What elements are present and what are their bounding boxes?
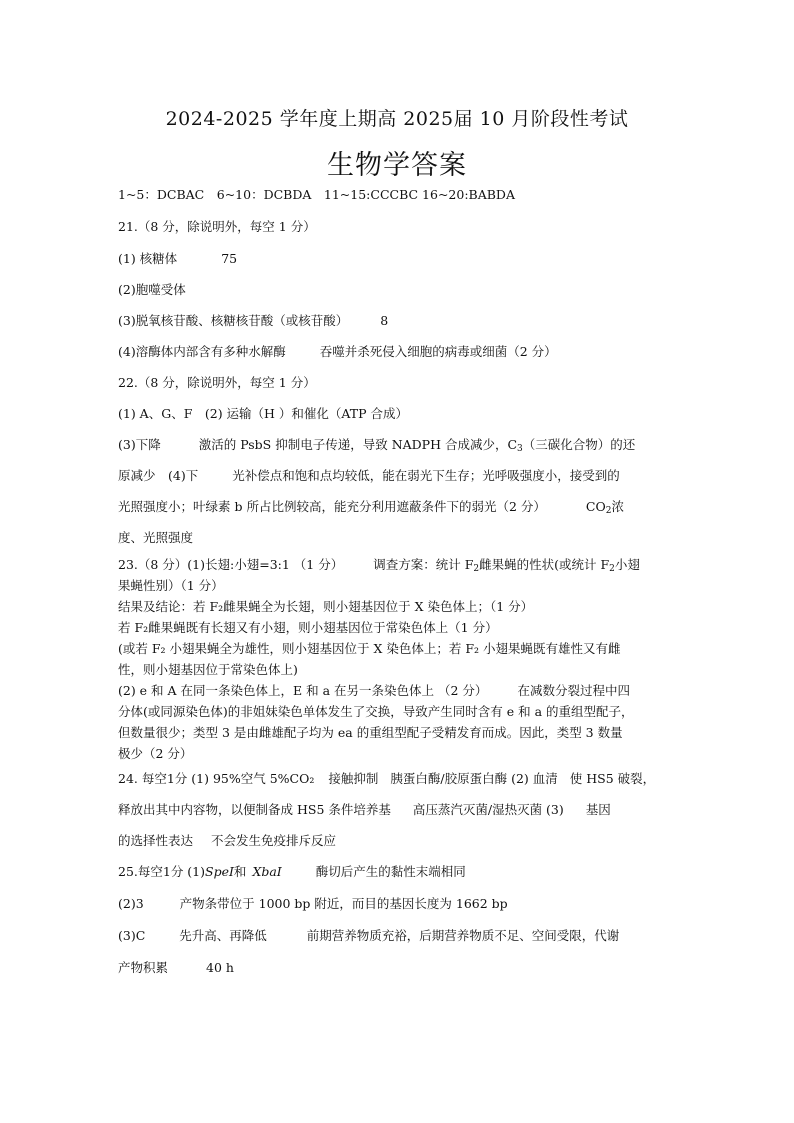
q23-l1-a: 23.（8 分）(1)长翅:小翅=3:1 （1 分） [118,557,344,572]
q22-a3-b: 激活的 PsbS 抑制电子传递，导致 NADPH 合成减少，C [198,437,518,452]
q23-line-8: 分体(或同源染色体)的非姐妹染色单体发生了交换，导致产生同时含有 e 和 a 的重组型配子， [118,704,634,719]
choice-answers: 1~5：DCBAC 6~10：DCBDA 11~15:CCCBC 16~20:BABDA [118,187,515,202]
q25-line-4 [118,960,688,976]
q25-l4-b: 40 h [206,960,234,975]
q22-answer-1: (1) A、G、F (2) 运输（H ）和催化（ATP 合成） [118,406,408,421]
q25-l1-b: 酶切后产生的黏性末端相同 [315,864,466,879]
q25-line-1 [118,864,688,880]
q23-l7-a: (2) e 和 A 在同一条染色体上，E 和 a 在另一条染色体上 （2 分） [118,683,488,698]
q23-l1-mid: 雌果蝇的性状(或统计 F [479,557,610,572]
q22-answer-3 [118,437,688,457]
q25-line-3 [118,928,688,944]
exam-title: 2024-2025 学年度上期高 2025届 10 月阶段性考试 [165,108,629,130]
q25-l3-a: (3)C [118,928,146,943]
q23-line-7 [118,683,688,699]
q24-l2-c: 基因 [585,802,611,817]
q24-l1-b: 接触抑制 [328,771,379,786]
q25-l4-a: 产物积累 [118,960,169,975]
answer-title: 生物学答案 [327,150,467,181]
q23-line-9: 但数量很少；类型 3 是由雌雄配子均为 ea 的重组型配子受精发育而成。因此，类型 3 数量 [118,725,623,740]
q24-l2-b: 高压蒸汽灭菌/湿热灭菌 (3) [412,802,564,817]
q21-a3-text: (3)脱氧核苷酸、核糖核苷酸（或核苷酸） [118,313,349,328]
q23-l1-sub: 2 [473,564,480,574]
q24-line-2 [118,802,688,818]
q23-line-2: 果蝇性别）（1 分） [118,578,224,593]
q25-l1-a: 25.每空1分 (1) [118,864,206,879]
q24-l2-a: 释放出其中内容物，以便制备成 HS5 条件培养基 [118,802,391,817]
q21-a1-value: 75 [221,251,238,266]
q21-a3-value: 8 [380,313,389,328]
q22-line-3 [118,499,688,519]
q21-answer-3 [118,313,688,329]
q23-l1-sub2: 2 [609,564,615,574]
q22-line-4: 度、光照强度 [118,530,194,545]
q25-xbai: XbaI [252,864,282,879]
q22-l2-a: 原减少 (4)下 [118,468,199,483]
q24-line-1 [118,771,688,787]
q25-l3-b: 先升高、再降低 [179,928,267,943]
q25-line-2 [118,896,688,912]
q23-line-6: 性，则小翅基因位于常染色体上) [118,662,298,677]
q24-l3-b: 不会发生免疫排斥反应 [211,833,337,848]
q23-line-10: 极少（2 分） [118,746,193,761]
q24-l1-c: 胰蛋白酶/胶原蛋白酶 (2) 血清 [390,771,558,786]
q22-a3-end: （三碳化合物）的还 [522,437,636,452]
q22-header: 22.（8 分，除说明外，每空 1 分） [118,375,316,390]
q24-line-3 [118,833,688,849]
q23-l1-end: 小翅 [614,557,640,572]
q21-a4-a: (4)溶酶体内部含有多种水解酶 [118,344,286,359]
q24-l3-a: 的选择性表达 [118,833,194,848]
q21-a1-label: (1) 核糖体 [118,251,178,266]
q22-l3-a: 光照强度小；叶绿素 b 所占比例较高，能充分利用遮蔽条件下的弱光（2 分） [118,499,546,514]
q21-header: 21.（8 分，除说明外，每空 1 分） [118,219,316,234]
q22-line-2 [118,468,688,484]
q22-l3-end: 浓 [611,499,624,514]
q23-l1-b: 调查方案：统计 F [373,557,474,572]
q23-l7-b: 在减数分裂过程中四 [517,683,630,698]
q21-answer-4 [118,344,688,360]
q25-l3-c: 前期营养物质充裕，后期营养物质不足、空间受限，代谢 [306,928,620,943]
q23-line-4: 若 F₂雌果蝇既有长翅又有小翅，则小翅基因位于常染色体上（1 分） [118,620,498,635]
q22-l3-sub: 2 [605,506,612,516]
q21-answer-2: (2)胞噬受体 [118,282,186,297]
q22-a3-a: (3)下降 [118,437,161,452]
q24-l1-a: 24. 每空1分 (1) 95%空气 5%CO₂ [118,771,315,786]
q25-l2-b: 产物条带位于 1000 bp 附近，而目的基因长度为 1662 bp [179,896,508,911]
q22-l2-b: 光补偿点和饱和点均较低，能在弱光下生存；光呼吸强度小，接受到的 [232,468,620,483]
q22-l3-b: CO [585,499,606,514]
q25-l2-a: (2)3 [118,896,144,911]
q25-and: 和 [233,864,247,879]
q23-line-5: (或若 F₂ 小翅果蝇全为雄性，则小翅基因位于 X 染色体上；若 F₂ 小翅果蝇既有雄性又有雌 [118,641,621,656]
q25-spei: SpeI [205,864,234,879]
q23-line-3: 结果及结论：若 F₂雌果蝇全为长翅，则小翅基因位于 X 染色体上；（1 分） [118,599,534,614]
q23-line-1 [118,557,688,577]
q21-a4-b: 吞噬并杀死侵入细胞的病毒或细菌（2 分） [319,344,557,359]
q22-a3-sub: 3 [517,444,523,454]
q24-l1-d: 使 HS5 破裂， [569,771,656,786]
q21-answer-1 [118,251,688,267]
